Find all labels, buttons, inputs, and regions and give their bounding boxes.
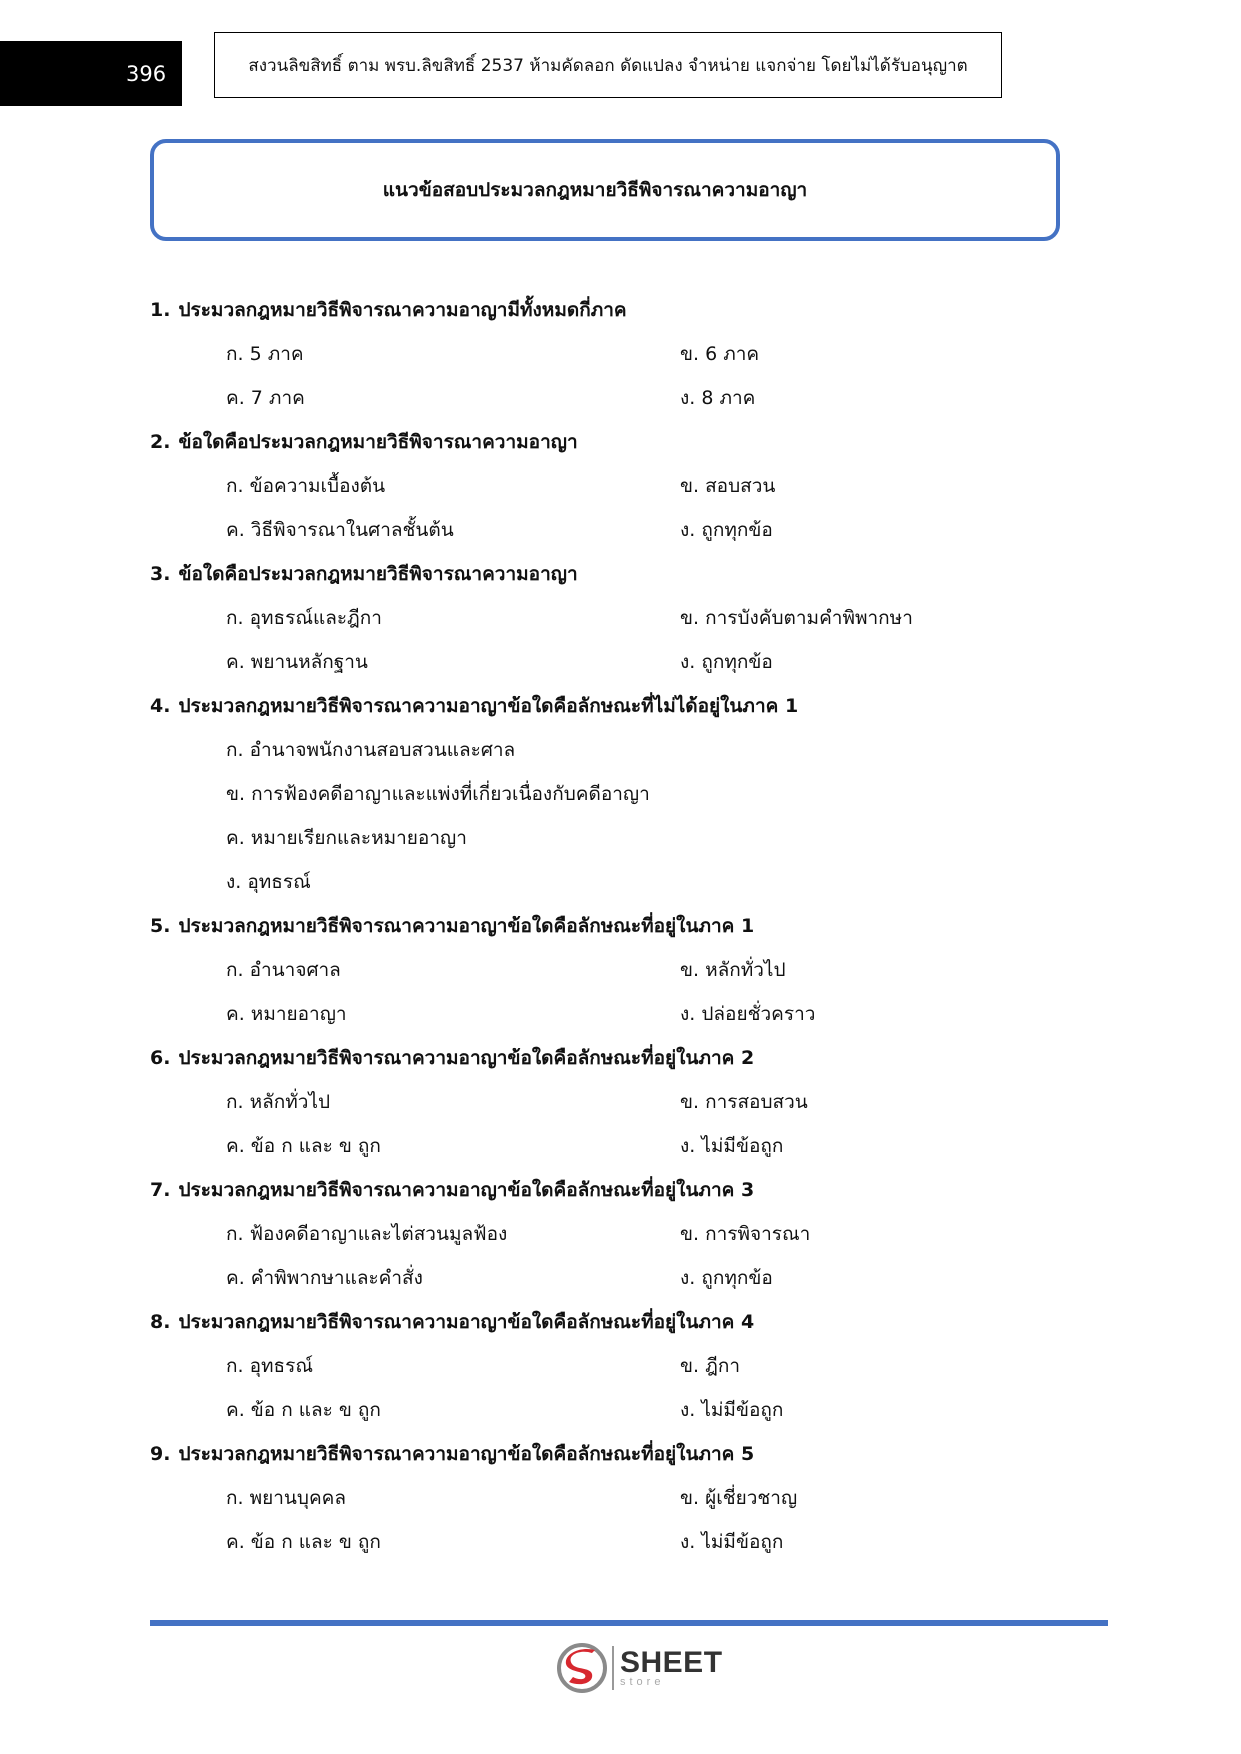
question-number: 3. (150, 563, 171, 585)
option-a: ก. ข้อความเบื้องต้น (226, 475, 386, 497)
footer-rule (150, 1620, 1108, 1626)
question-text: ประมวลกฎหมายวิธีพิจารณาความอาญาข้อใดคือลักษณะที่อยู่ในภาค 4 (178, 1311, 755, 1333)
option-d: ง. ไม่มีข้อถูก (680, 1135, 784, 1157)
option-b: ข. หลักทั่วไป (680, 959, 786, 981)
option-row (150, 1256, 1110, 1300)
option-a: ก. 5 ภาค (226, 343, 304, 365)
question-6 (150, 1036, 1110, 1080)
option-d: ง. 8 ภาค (680, 387, 756, 409)
copyright-text: สงวนลิขสิทธิ์ ตาม พรบ.ลิขสิทธิ์ 2537 ห้ามคัดลอก ดัดแปลง จำหน่าย แจกจ่าย โดยไม่ได้รับอนุญาต (248, 55, 968, 76)
option-d: ง. ปล่อยชั่วคราว (680, 1003, 816, 1025)
logo-sub: store (620, 1676, 665, 1688)
option-a: ก. อุทธรณ์และฎีกา (226, 607, 382, 629)
option-b: ข. การบังคับตามคำพิพากษา (680, 607, 913, 629)
option-c: ค. คำพิพากษาและคำสั่ง (226, 1267, 423, 1289)
option-row (150, 1344, 1110, 1388)
option-c: ค. ข้อ ก และ ข ถูก (226, 1135, 381, 1157)
option-b: ข. 6 ภาค (680, 343, 760, 365)
option-b: ข. สอบสวน (680, 475, 776, 497)
question-7 (150, 1168, 1110, 1212)
option-c: ค. 7 ภาค (226, 387, 305, 409)
question-number: 1. (150, 299, 171, 321)
option-row (150, 1388, 1110, 1432)
option-row (150, 772, 1110, 816)
option-b: ข. การพิจารณา (680, 1223, 811, 1245)
option-a: ก. อำนาจศาล (226, 959, 341, 981)
option-row (150, 376, 1110, 420)
question-text: ประมวลกฎหมายวิธีพิจารณาความอาญาข้อใดคือลักษณะที่อยู่ในภาค 3 (178, 1179, 755, 1201)
option-b: ข. การฟ้องคดีอาญาและแพ่งที่เกี่ยวเนื่องกับคดีอาญา (226, 783, 650, 805)
option-row (150, 1080, 1110, 1124)
option-b: ข. การสอบสวน (680, 1091, 808, 1113)
question-number: 2. (150, 431, 171, 453)
option-row (150, 992, 1110, 1036)
option-row (150, 1476, 1110, 1520)
option-b: ข. ผู้เชี่ยวชาญ (680, 1487, 798, 1509)
option-a: ก. หลักทั่วไป (226, 1091, 331, 1113)
question-list (150, 288, 1110, 1564)
option-row (150, 508, 1110, 552)
option-d: ง. ถูกทุกข้อ (680, 651, 773, 673)
logo-word: SHEET (620, 1646, 723, 1679)
option-d: ง. ถูกทุกข้อ (680, 1267, 773, 1289)
option-row (150, 1212, 1110, 1256)
sheet-store-logo (556, 1640, 726, 1696)
option-a: ก. ฟ้องคดีอาญาและไต่สวนมูลฟ้อง (226, 1223, 508, 1245)
option-c: ค. วิธีพิจารณาในศาลชั้นต้น (226, 519, 454, 541)
option-a: ก. พยานบุคคล (226, 1487, 347, 1509)
question-number: 5. (150, 915, 171, 937)
logo-separator (612, 1646, 614, 1690)
option-row (150, 728, 1110, 772)
page-title: แนวข้อสอบประมวลกฎหมายวิธีพิจารณาความอาญา (382, 179, 808, 201)
option-row (150, 596, 1110, 640)
option-c: ค. หมายอาญา (226, 1003, 347, 1025)
question-number: 9. (150, 1443, 171, 1465)
sheet-logo-icon (556, 1641, 608, 1695)
title-box (150, 139, 1060, 241)
question-1 (150, 288, 1110, 332)
option-row (150, 464, 1110, 508)
question-number: 7. (150, 1179, 171, 1201)
question-text: ประมวลกฎหมายวิธีพิจารณาความอาญาข้อใดคือลักษณะที่อยู่ในภาค 2 (178, 1047, 755, 1069)
option-row (150, 640, 1110, 684)
option-d: ง. ถูกทุกข้อ (680, 519, 773, 541)
copyright-notice (214, 32, 1002, 98)
question-text: ประมวลกฎหมายวิธีพิจารณาความอาญาข้อใดคือลักษณะที่อยู่ในภาค 1 (178, 915, 755, 937)
question-2 (150, 420, 1110, 464)
option-row (150, 332, 1110, 376)
question-number: 6. (150, 1047, 171, 1069)
option-d: ง. อุทธรณ์ (226, 871, 311, 893)
question-number: 8. (150, 1311, 171, 1333)
option-row (150, 1520, 1110, 1564)
page-number: 396 (126, 61, 167, 86)
option-row (150, 860, 1110, 904)
question-5 (150, 904, 1110, 948)
logo-text (620, 1648, 723, 1688)
question-4 (150, 684, 1110, 728)
option-c: ค. ข้อ ก และ ข ถูก (226, 1399, 381, 1421)
option-d: ง. ไม่มีข้อถูก (680, 1399, 784, 1421)
question-text: ข้อใดคือประมวลกฎหมายวิธีพิจารณาความอาญา (178, 563, 578, 585)
option-d: ง. ไม่มีข้อถูก (680, 1531, 784, 1553)
option-c: ค. พยานหลักฐาน (226, 651, 368, 673)
question-text: ประมวลกฎหมายวิธีพิจารณาความอาญาข้อใดคือลักษณะที่อยู่ในภาค 5 (178, 1443, 755, 1465)
question-8 (150, 1300, 1110, 1344)
option-a: ก. อุทธรณ์ (226, 1355, 313, 1377)
question-3 (150, 552, 1110, 596)
question-number: 4. (150, 695, 171, 717)
question-text: ประมวลกฎหมายวิธีพิจารณาความอาญาข้อใดคือลักษณะที่ไม่ได้อยู่ในภาค 1 (178, 695, 799, 717)
question-text: ข้อใดคือประมวลกฎหมายวิธีพิจารณาความอาญา (178, 431, 578, 453)
option-row (150, 816, 1110, 860)
option-row (150, 1124, 1110, 1168)
option-c: ค. หมายเรียกและหมายอาญา (226, 827, 467, 849)
option-row (150, 948, 1110, 992)
option-b: ข. ฎีกา (680, 1355, 740, 1377)
option-c: ค. ข้อ ก และ ข ถูก (226, 1531, 381, 1553)
page-number-box (0, 41, 182, 106)
question-9 (150, 1432, 1110, 1476)
option-a: ก. อำนาจพนักงานสอบสวนและศาล (226, 739, 516, 761)
question-text: ประมวลกฎหมายวิธีพิจารณาความอาญามีทั้งหมดกี่ภาค (178, 299, 627, 321)
